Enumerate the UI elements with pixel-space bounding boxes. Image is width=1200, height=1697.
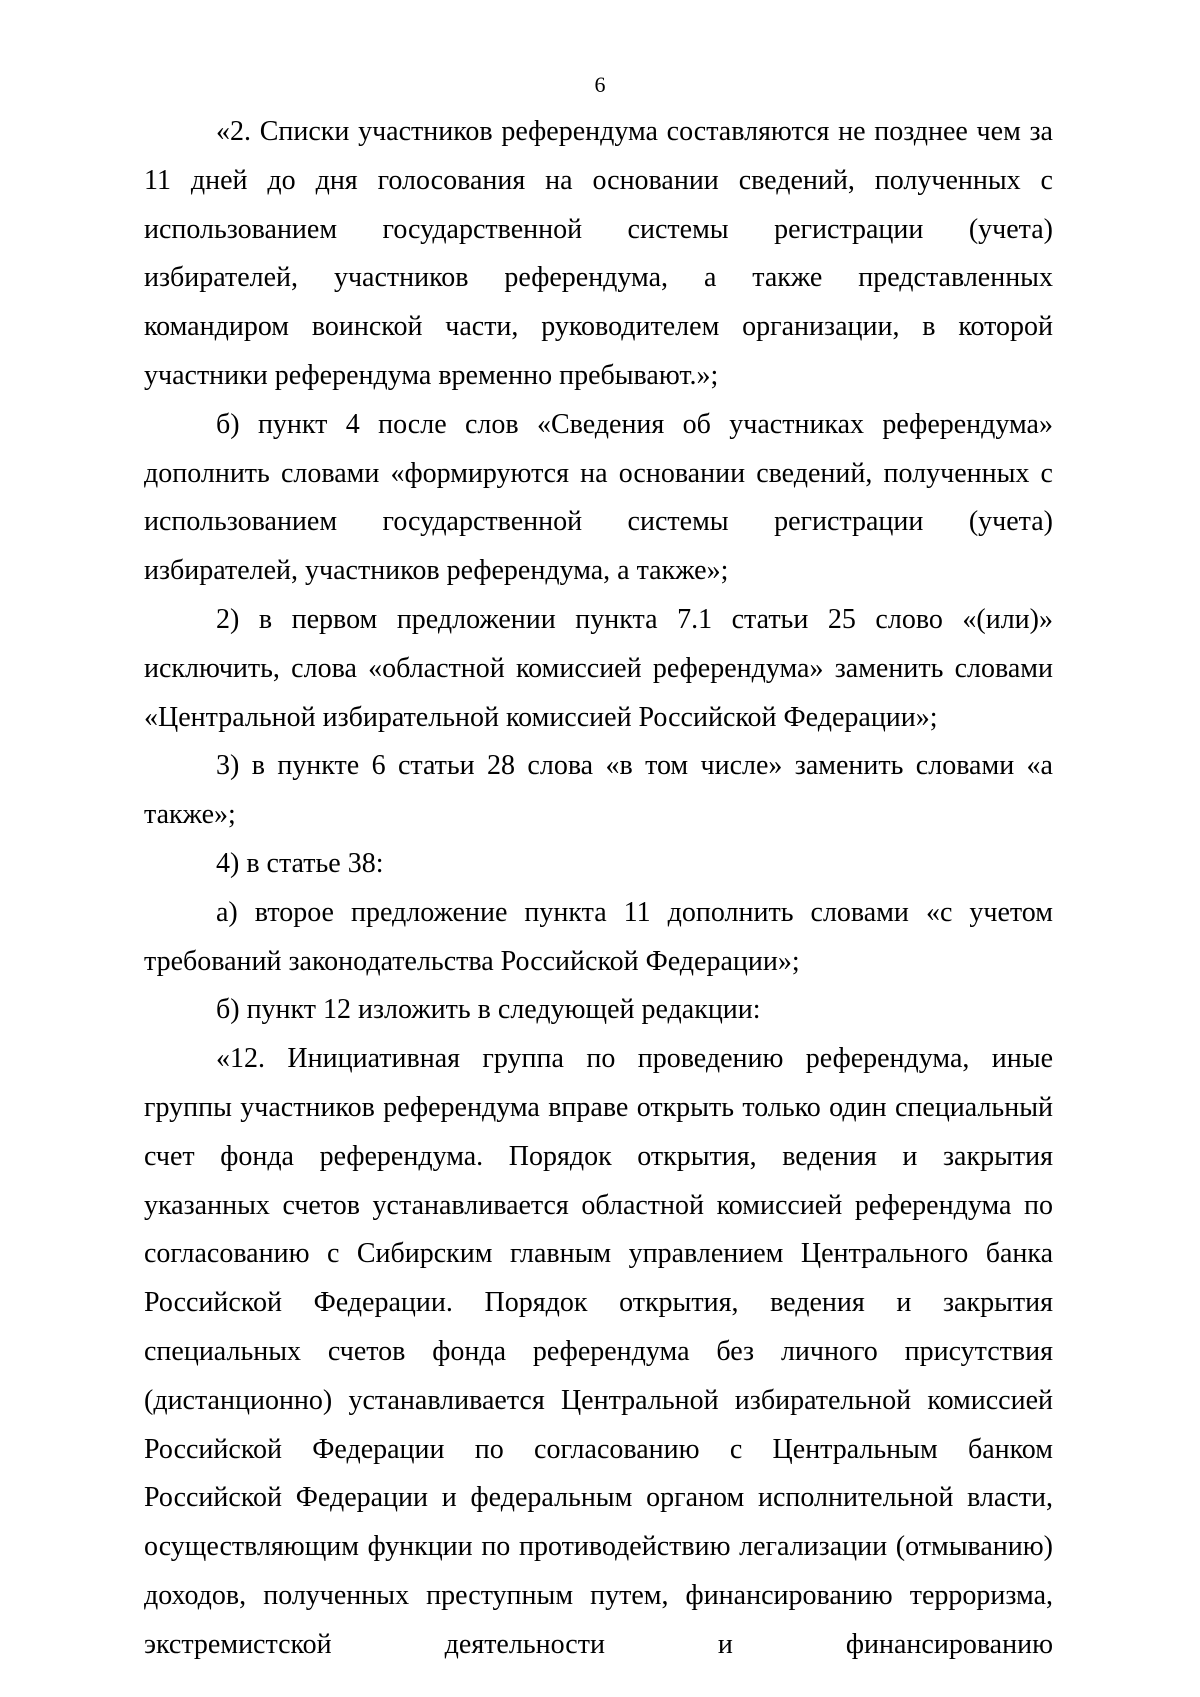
paragraph-amend-article-25: 2) в первом предложении пункта 7.1 статьи 25 слово «(или)» исключить, слова «областной комиссией референдума» заменить словами «Центральной избирательной комиссией Российской Федерации»;: [144, 603, 1053, 733]
paragraph-referendum-lists: «2. Списки участников референдума составляются не позднее чем за 11 дней до дня голосования на основании сведений, полученных с использованием государственной системы регистрации (учета) избирателей, участников референдума, а также представленных командиром воинской части, руководителем организации, в которой участники референдума временно пребывают.»;: [144, 116, 1053, 391]
paragraph-amend-point-4: б) пункт 4 после слов «Сведения об участниках референдума» дополнить словами «формируются на основании сведений, полученных с использованием государственной системы регистрации (учета) избирателей, участников референдума, а также»;: [144, 408, 1053, 587]
paragraph-amend-article-28: 3) в пункте 6 статьи 28 слова «в том числе» заменить словами «а также»;: [144, 750, 1053, 831]
paragraph-point-12-text: «12. Инициативная группа по проведению референдума, иные группы участников референдума вправе открыть только один специальный счет фонда референдума. Порядок открытия, ведения и закрытия указанных счетов устанавливается областной комиссией референдума по согласованию с Сибирским главным управлением Центрального банка Российской Федерации. Порядок открытия, ведения и закрытия специальных счетов фонда референдума без личного присутствия (дистанционно) устанавливается Центральной избирательной комиссией Российской Федерации по согласованию с Центральным банком Российской Федерации и федеральным органом исполнительной власти, осуществляющим функции по противодействию легализации (отмыванию) доходов, полученных преступным путем, финансированию терроризма, экстремистской деятельности и финансированию: [144, 1043, 1053, 1660]
page-number: 6: [594, 72, 606, 97]
paragraph-amend-point-11: а) второе предложение пункта 11 дополнить словами «с учетом требований законодательства Российской Федерации»;: [144, 896, 1053, 977]
paragraph-point-12-intro: б) пункт 12 изложить в следующей редакции:: [216, 994, 761, 1026]
document-body: [144, 108, 1053, 1670]
paragraph-article-38-heading: 4) в статье 38:: [216, 847, 384, 879]
